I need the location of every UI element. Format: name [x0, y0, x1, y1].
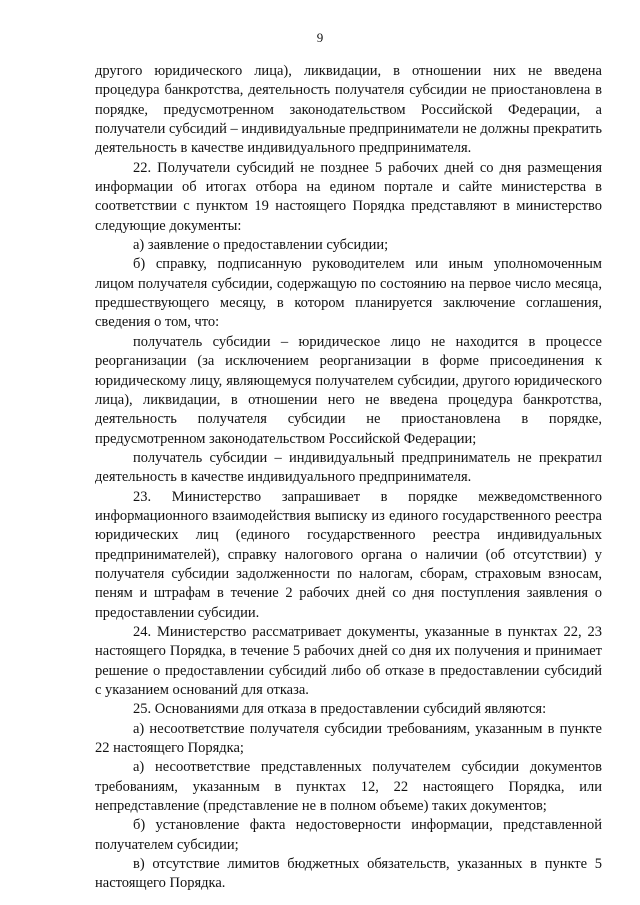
- paragraph-24: 24. Министерство рассматривает документы, указанные в пунктах 22, 23 настоящего Порядка, в течение 5 рабочих дней со дня их получения и принимает решение о предоставлении субсидий либо об отказе в предоставлении субсидий с указанием оснований для отказа.: [95, 623, 602, 698]
- page-number: 9: [316, 30, 324, 45]
- document-body: [95, 62, 602, 894]
- paragraph-25-c: в) отсутствие лимитов бюджетных обязательств, указанных в пункте 5 настоящего Порядка.: [95, 856, 602, 892]
- paragraph-25-b: б) установление факта недостоверности информации, представленной получателем субсидии;: [95, 817, 602, 853]
- paragraph-individual-entrepreneur: получатель субсидии – индивидуальный предприниматель не прекратил деятельность в качестве индивидуального предпринимателя.: [95, 449, 602, 486]
- paragraph-continuation: другого юридического лица), ликвидации, в отношении них не введена процедура банкротства, деятельность получателя субсидии не приостановлена в порядке, предусмотренном законодательством Российской Федерации, а получатели субсидий – индивидуальные предприниматели не должны прекратить деятельность в качестве индивидуального предпринимателя.: [95, 63, 602, 157]
- paragraph-22-a: а) заявление о предоставлении субсидии;: [133, 237, 389, 254]
- paragraph-25-a-first: а) несоответствие получателя субсидии требованиям, указанным в пункте 22 настоящего Порядка;: [95, 720, 602, 757]
- paragraph-25: 25. Основаниями для отказа в предоставлении субсидий являются:: [133, 701, 547, 718]
- paragraph-legal-entity: получатель субсидии – юридическое лицо не находится в процессе реорганизации (за исключением реорганизации в форме присоединения к юридическому лицу, являющемуся получателем субсидии, другого юридического лица), ликвидации, в отношении него не введена процедура банкротства, деятельность получателя субсидии не приостановлена в порядке, предусмотренном законодательством Российской Федерации;: [95, 333, 602, 447]
- paragraph-22: 22. Получатели субсидий не позднее 5 рабочих дней со дня размещения информации об итогах отбора на едином портале и сайте министерства в соответствии с пунктом 19 настоящего Порядка представляют в министерство следующие документы:: [95, 159, 602, 234]
- paragraph-23: 23. Министерство запрашивает в порядке межведомственного информационного взаимодействия выписку из единого государственного реестра юридических лиц (единого государственного реестра индивидуальных предпринимателей), справку налогового органа о наличии (об отсутствии) у получателя субсидии задолженности по налогам, сборам, страховым взносам, пеням и штрафам в течение 2 рабочих дней со дня поступления заявления о предоставлении субсидии.: [95, 488, 602, 621]
- paragraph-25-a-second: а) несоответствие представленных получателем субсидии документов требованиям, указанным в пунктах 12, 22 настоящего Порядка, или непредставление (представление не в полном объеме) таких документов;: [95, 759, 602, 815]
- paragraph-22-b: б) справку, подписанную руководителем или иным уполномоченным лицом получателя субсидии, содержащую по состоянию на первое число месяца, предшествующего месяцу, в котором планируется заключение соглашения, сведения о том, что:: [95, 256, 602, 331]
